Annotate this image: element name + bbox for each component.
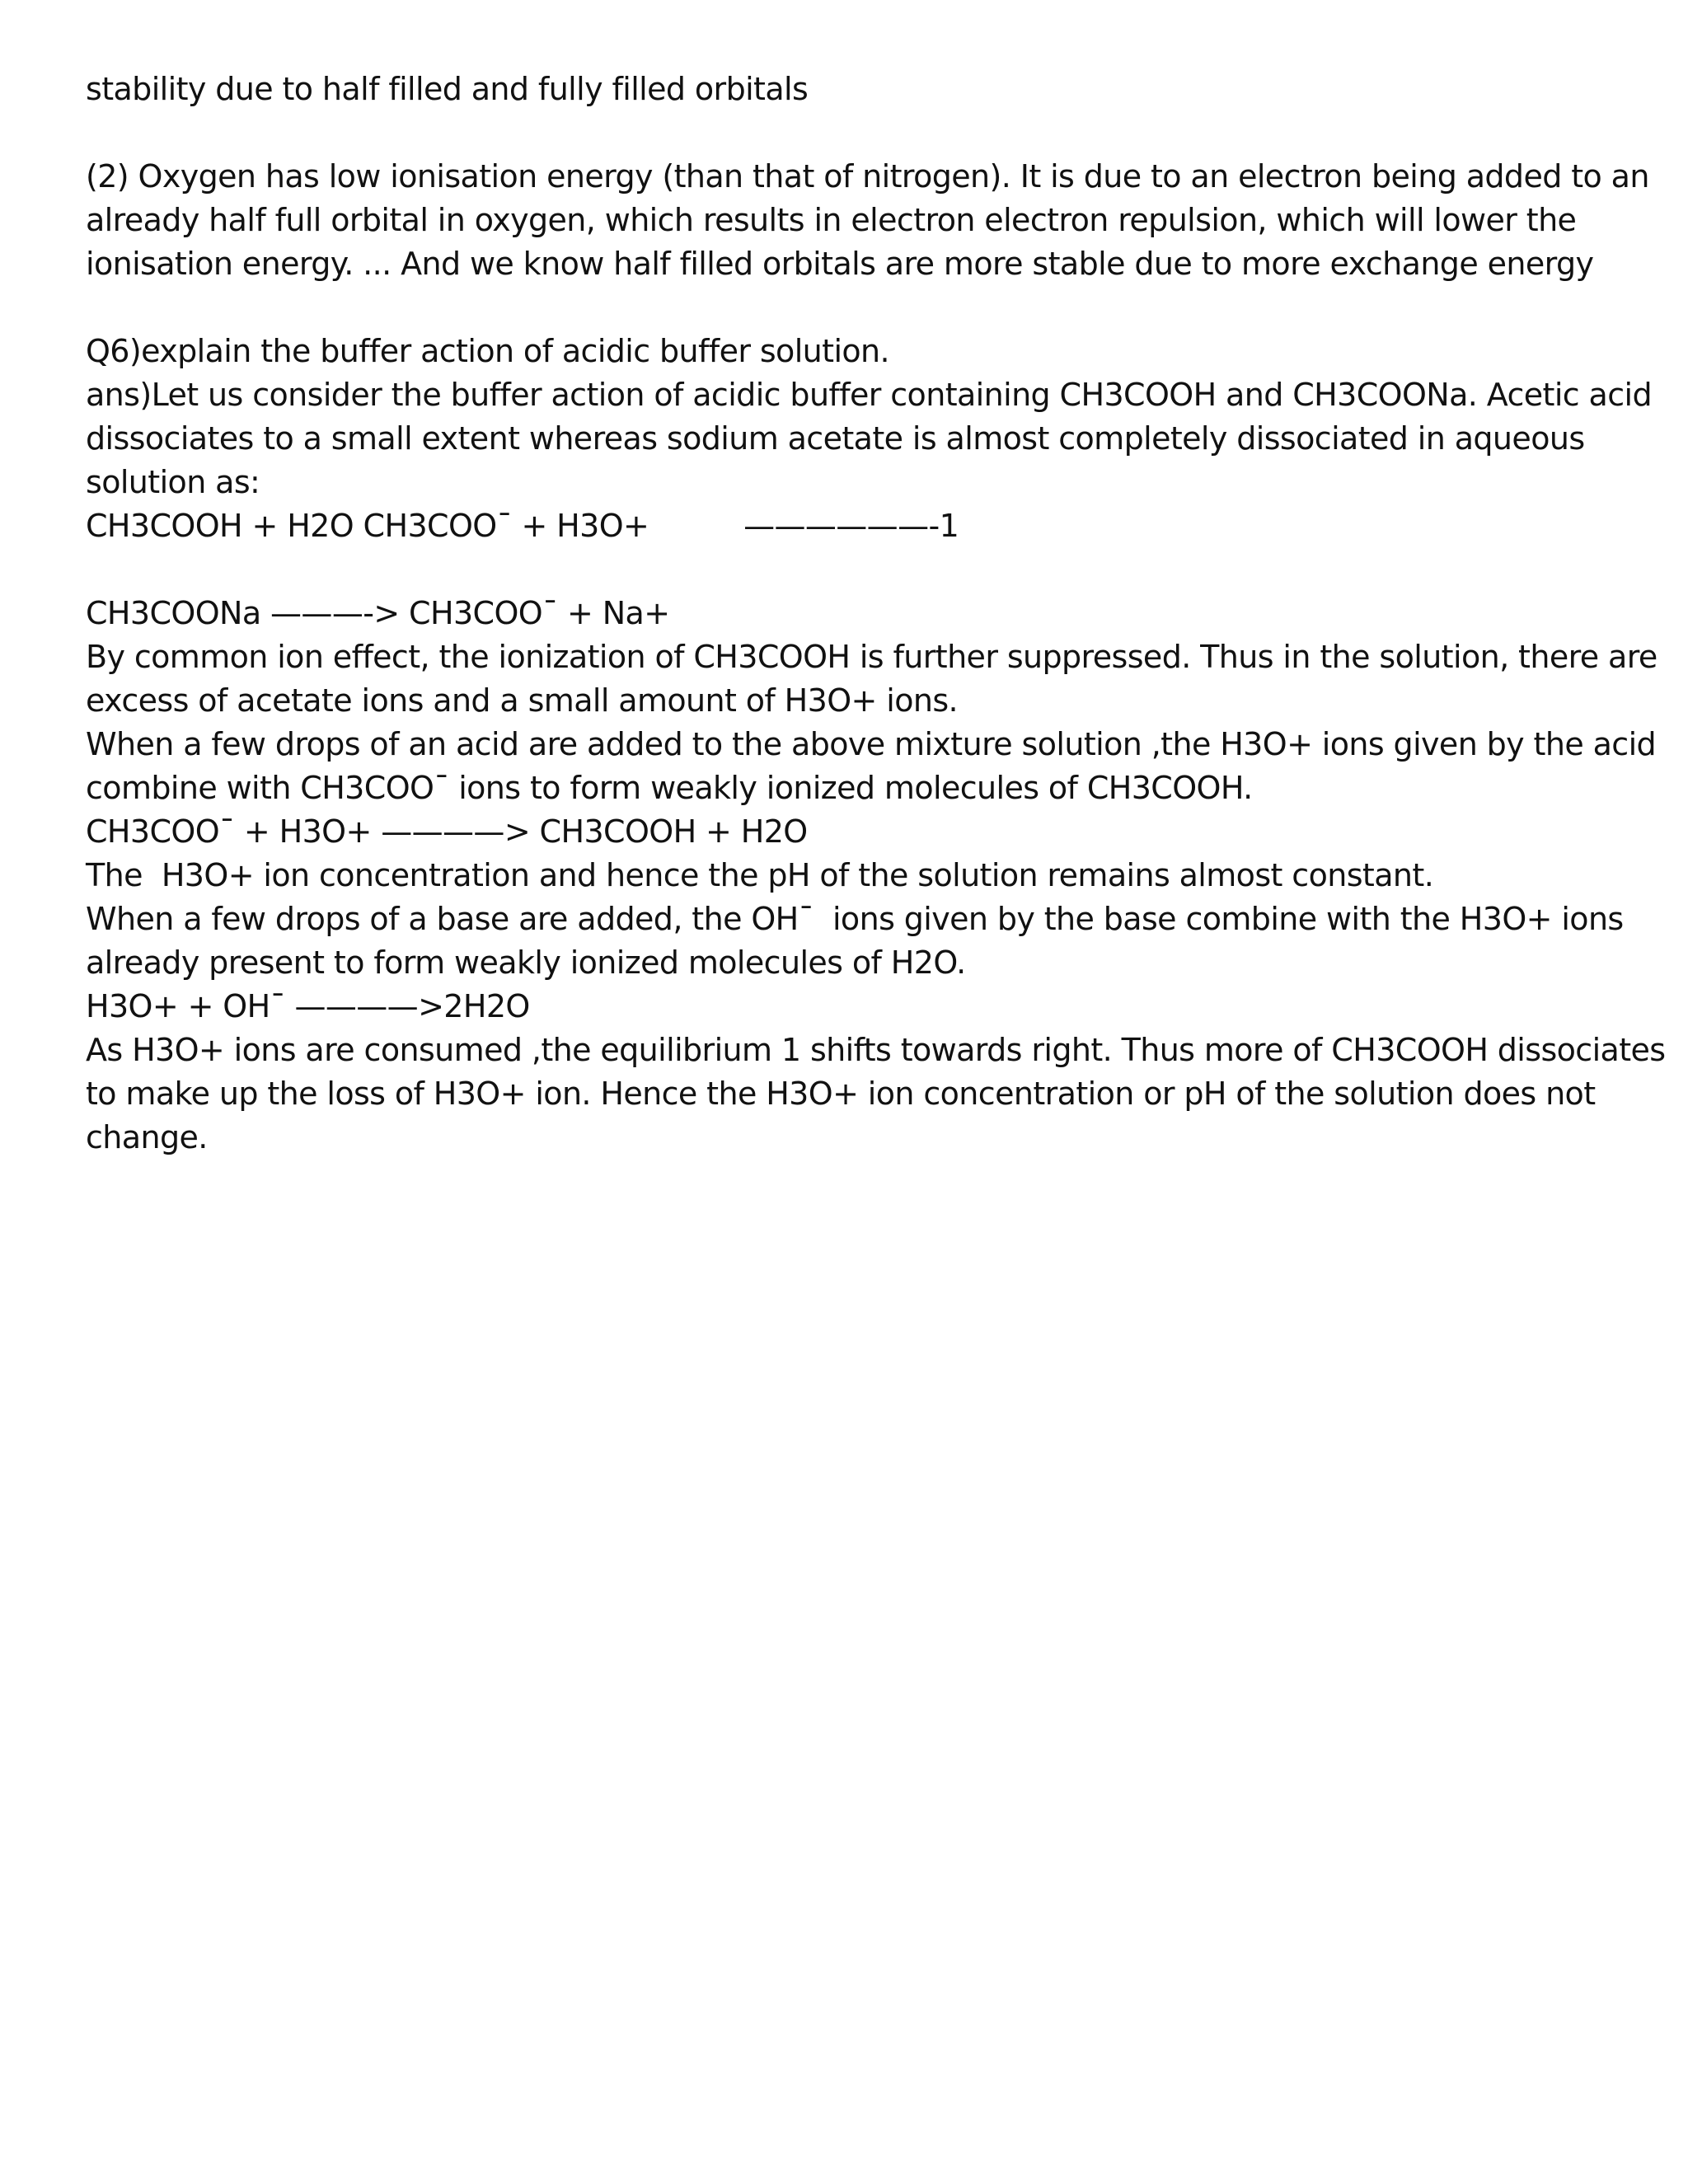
equation-line: CH3COONa ———-> CH3COO¯ + Na+ bbox=[86, 595, 670, 631]
text-line: (2) Oxygen has low ionisation energy (than that of nitrogen). It is due to an electron being added to an bbox=[86, 158, 1649, 194]
text-line: stability due to half filled and fully filled orbitals bbox=[86, 71, 809, 107]
text-line: excess of acetate ions and a small amount of H3O+ ions. bbox=[86, 682, 959, 719]
equation-line: CH3COOH + H2O CH3COO¯ + H3O+ ——————-1 bbox=[86, 508, 959, 544]
text-line: ionisation energy. ... And we know half filled orbitals are more stable due to more exchange energy bbox=[86, 246, 1594, 282]
document-page bbox=[86, 68, 1666, 1160]
text-line: When a few drops of an acid are added to the above mixture solution ,the H3O+ ions given by the acid bbox=[86, 726, 1657, 762]
text-line: change. bbox=[86, 1119, 208, 1155]
equation-line: H3O+ + OH¯ ————>2H2O bbox=[86, 988, 530, 1024]
text-line: When a few drops of a base are added, the OH¯ ions given by the base combine with the H3O+ ions bbox=[86, 901, 1624, 937]
text-line: to make up the loss of H3O+ ion. Hence the H3O+ ion concentration or pH of the solution does not bbox=[86, 1076, 1596, 1112]
blank-line bbox=[86, 111, 1635, 155]
question-heading: Q6)explain the buffer action of acidic buffer solution. bbox=[86, 333, 890, 369]
text-line: combine with CH3COO¯ ions to form weakly ionized molecules of CH3COOH. bbox=[86, 770, 1253, 806]
text-line: solution as: bbox=[86, 464, 260, 500]
equation-line: CH3COO¯ + H3O+ ————> CH3COOH + H2O bbox=[86, 813, 808, 850]
text-line: As H3O+ ions are consumed ,the equilibrium 1 shifts towards right. Thus more of CH3COOH dissociates bbox=[86, 1032, 1666, 1068]
text-line: already half full orbital in oxygen, which results in electron electron repulsion, which will lower the bbox=[86, 202, 1577, 238]
text-line: By common ion effect, the ionization of CH3COOH is further suppressed. Thus in the solution, there are bbox=[86, 639, 1658, 675]
blank-line bbox=[86, 548, 1635, 592]
text-line: already present to form weakly ionized molecules of H2O. bbox=[86, 944, 966, 981]
text-line: ans)Let us consider the buffer action of acidic buffer containing CH3COOH and CH3COONa. Acetic acid bbox=[86, 377, 1653, 413]
text-line: The H3O+ ion concentration and hence the pH of the solution remains almost constant. bbox=[86, 857, 1434, 893]
blank-line bbox=[86, 286, 1635, 330]
text-line: dissociates to a small extent whereas sodium acetate is almost completely dissociated in aqueous bbox=[86, 420, 1585, 457]
